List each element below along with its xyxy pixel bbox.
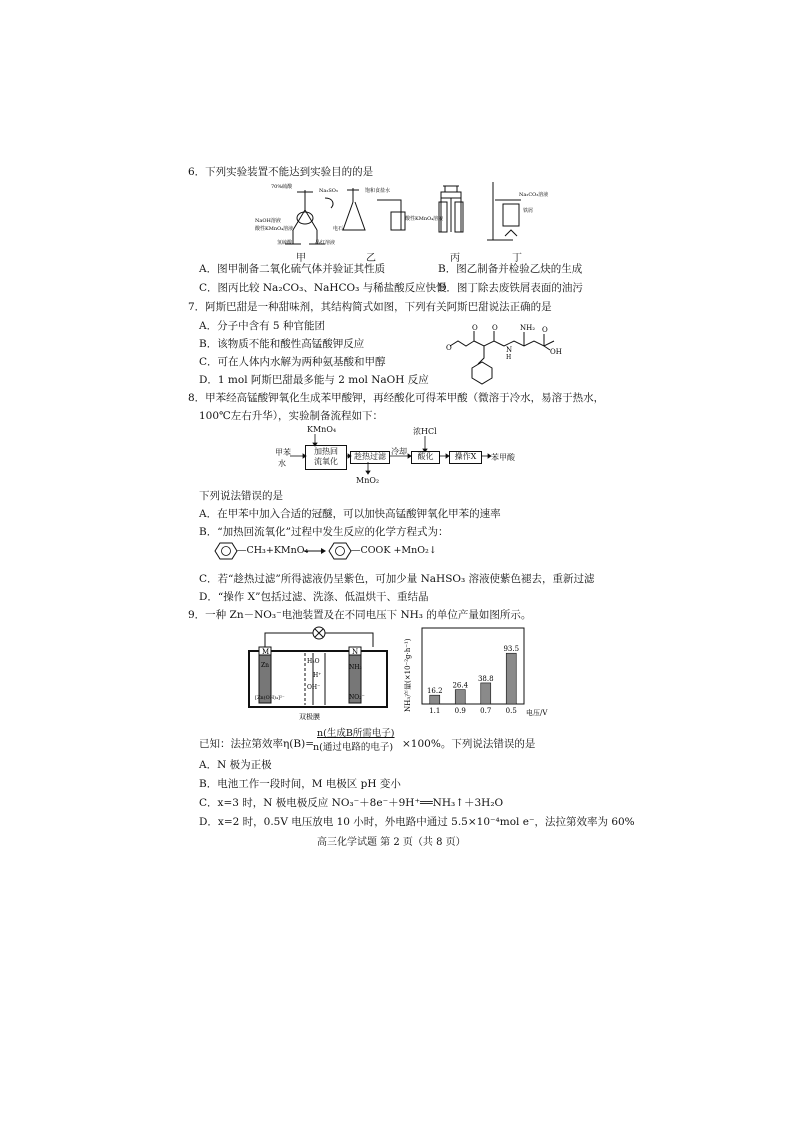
q9-option-a: A．N 极为正极 <box>199 759 272 771</box>
cell-label-nh3: NH₃ <box>349 664 362 671</box>
q9-stem: 9．一种 Zn－NO₃⁻电池装置及在不同电压下 NH₃ 的单位产量如图所示。 <box>188 609 532 621</box>
cell-label-m: M <box>262 648 270 656</box>
chart-x-tick-label: 0.9 <box>454 707 466 715</box>
q8-stem-line2: 100℃左右升华），实验制备流程如下： <box>199 410 384 422</box>
q8-equation-right: —COOK +MnO₂↓ <box>351 545 437 556</box>
chart-bar <box>506 653 516 704</box>
struct-o3: O <box>492 324 498 332</box>
fig-jia-label-pinhong: 品红溶液 <box>315 240 336 246</box>
q8-equation-left: —CH₃+KMnO₄ <box>237 545 309 556</box>
q7-option-a: A．分子中含有 5 种官能团 <box>199 320 325 332</box>
chart-data-label: 26.4 <box>452 681 469 690</box>
struct-nh2: NH₂ <box>520 324 536 332</box>
cell-label-h2o: H₂O <box>307 658 320 665</box>
fig-ding-label-iron: 铁屑 <box>523 208 534 214</box>
q9-option-d: D．x=2 时，0.5V 电压放电 10 小时，外电路中通过 5.5×10⁻⁴mol e⁻，法拉第效率为 60% <box>199 816 635 828</box>
flow-input-toluene: 甲苯 <box>275 448 291 457</box>
q8-stem-line1: 8．甲苯经高锰酸钾氧化生成苯甲酸钾，再经酸化可得苯甲酸（微溶于冷水，易溶于热水， <box>188 392 605 404</box>
cell-label-zn: Zn <box>261 662 270 669</box>
q9-formula-denominator: n(通过电路的电子) <box>313 742 394 753</box>
flow-box-operation-x: 操作X <box>449 451 482 464</box>
flow-input-water: 水 <box>278 459 286 468</box>
q8-subquestion: 下列说法错误的是 <box>199 490 283 502</box>
cell-label-ohminus: OH⁻ <box>307 684 321 691</box>
chart-bar <box>430 695 440 704</box>
flow-box-acidify: 酸化 <box>411 451 440 464</box>
page-footer: 高三化学试题 第 2 页（共 8 页） <box>317 837 466 848</box>
flow-cool-label: 冷却 <box>391 447 407 456</box>
struct-o2: O <box>472 324 478 332</box>
flow-input-kmno4: KMnO₄ <box>307 425 337 434</box>
zn-no3-cell-diagram <box>243 623 393 723</box>
fig-yi-label-carbide: 电石 <box>333 226 344 232</box>
fig-jia-label-h2s: 氢硫酸 <box>277 240 293 246</box>
fig-jia-label-acid: 70%硫酸 <box>271 184 293 190</box>
cell-label-zn-product: [Zn(OH)₄]²⁻ <box>255 695 285 701</box>
cell-label-n: N <box>352 648 359 656</box>
q8-option-a: A．在甲苯中加入合适的冠醚，可以加快高锰酸钾氧化甲苯的速率 <box>199 508 501 520</box>
q8-option-b: B．“加热回流氧化”过程中发生反应的化学方程式为： <box>199 526 449 538</box>
fig-label-bing: 丙 <box>450 253 460 264</box>
flow-acid-hcl: 浓HCl <box>413 427 437 436</box>
struct-o1: O <box>446 344 452 352</box>
struct-n: N <box>506 346 513 354</box>
benzene-ring-icon <box>328 541 352 561</box>
nh3-yield-bar-chart <box>398 622 558 724</box>
q8-option-c: C．若“趁热过滤”所得滤液仍呈紫色，可加少量 NaHSO₃ 溶液使紫色褪去，重新过滤 <box>199 573 595 585</box>
fig-jia-label-kmno4: 酸性KMnO₄溶液 <box>255 226 294 232</box>
fig-yi-label-brine: 饱和食盐水 <box>365 188 391 194</box>
chart-x-tick-label: 0.7 <box>480 707 492 715</box>
q9-formula-numerator: n(生成B所需电子) <box>317 728 395 739</box>
q7-option-c: C．可在人体内水解为两种氨基酸和甲醇 <box>199 356 386 368</box>
cell-label-membrane: 双极膜 <box>299 713 320 721</box>
q9-option-c: C．x=3 时，N 极电极反应 NO₃⁻＋8e⁻＋9H⁺══NH₃↑＋3H₂O <box>199 797 504 809</box>
q6-apparatus-figure <box>235 180 555 260</box>
chart-bar <box>481 683 491 704</box>
chart-data-label: 93.5 <box>503 645 520 654</box>
flow-box-reflux-l1: 加热回 <box>314 447 338 456</box>
fig-ding-label-na2co3: Na₂CO₃溶液 <box>519 192 549 198</box>
q8-option-d: D．“操作 X”包括过滤、洗涤、低温烘干、重结晶 <box>199 591 429 603</box>
chart-x-tick-label: 1.1 <box>429 707 441 715</box>
chart-x-axis-label: 电压/V <box>526 709 548 717</box>
flow-box-reflux-l2: 流氧化 <box>314 457 338 466</box>
cell-label-no2: NO₂⁻ <box>349 694 365 701</box>
q6-stem: 6．下列实验装置不能达到实验目的的是 <box>188 166 374 178</box>
q9-formula-prefix: 已知：法拉第效率η(B)= <box>199 738 314 750</box>
chart-y-axis-label: NH₃产量(×10⁻²g·h⁻¹) <box>404 638 412 712</box>
flow-box-hotfilter: 趁热过滤 <box>350 451 390 464</box>
q9-option-b: B．电池工作一段时间，M 电极区 pH 变小 <box>199 778 401 790</box>
fig-jia-label-naoh: NaOH溶液 <box>255 218 281 224</box>
q6-option-d: D．图丁除去废铁屑表面的油污 <box>438 282 583 294</box>
fig-label-ding: 丁 <box>512 253 522 264</box>
q6-option-c: C．图丙比较 Na₂CO₃、NaHCO₃ 与稀盐酸反应快慢 <box>199 282 447 294</box>
fig-jia-label-na2so3: Na₂SO₃ <box>319 188 338 194</box>
chart-data-label: 16.2 <box>426 687 443 696</box>
q6-option-a: A．图甲制备二氧化硫气体并验证其性质 <box>199 263 386 275</box>
cell-label-hplus: H⁺ <box>313 672 322 679</box>
q7-stem: 7．阿斯巴甜是一种甜味剂，其结构简式如图，下列有关阿斯巴甜说法正确的是 <box>188 301 552 313</box>
fig-label-jia: 甲 <box>296 253 306 264</box>
chart-data-label: 38.8 <box>477 674 494 683</box>
q9-formula-suffix: ×100%。下列说法错误的是 <box>402 738 536 750</box>
struct-h: H <box>506 354 512 361</box>
chart-x-tick-label: 0.5 <box>505 707 517 715</box>
reaction-arrow-icon <box>304 547 326 555</box>
flow-byproduct-mno2: MnO₂ <box>356 476 380 485</box>
q6-option-b: B．图乙制备并检验乙炔的生成 <box>438 263 583 275</box>
benzene-ring-icon <box>214 541 238 561</box>
struct-oh: OH <box>550 348 562 356</box>
q7-option-b: B．该物质不能和酸性高锰酸钾反应 <box>199 338 365 350</box>
aspartame-structure <box>442 316 582 388</box>
struct-o4: O <box>542 326 548 334</box>
flow-arrows <box>270 430 500 480</box>
q7-option-d: D．1 mol 阿斯巴甜最多能与 2 mol NaOH 反应 <box>199 374 429 386</box>
fig-yi-label-kmno4: 酸性KMnO₄溶液 <box>405 216 444 222</box>
flow-output-benzoic: 苯甲酸 <box>491 453 515 462</box>
chart-bar <box>455 690 465 704</box>
fig-label-yi: 乙 <box>366 253 376 264</box>
